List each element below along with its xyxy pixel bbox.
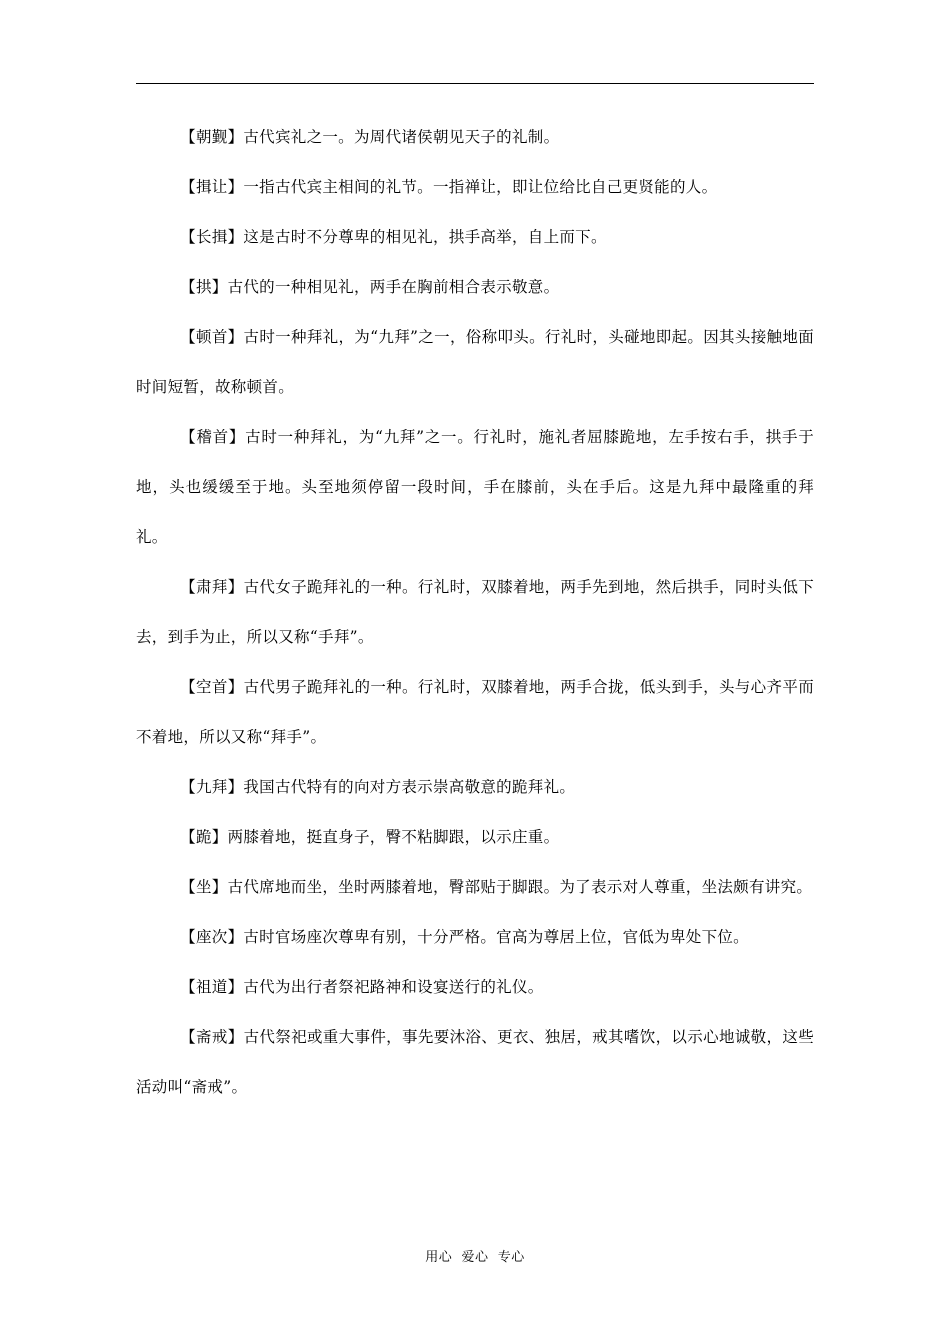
entry-text: 古时一种拜礼，为“九拜”之一。行礼时，施礼者屈膝跪地，左手按右手，拱手于地，头也缓缓至于地。头至地须停留一段时间，手在膝前，头在手后。这是九拜中最隆重的拜礼。 [136, 428, 815, 546]
entry-chaojin [136, 112, 814, 162]
entry-text: 古代女子跪拜礼的一种。行礼时，双膝着地，两手先到地，然后拱手，同时头低下去，到手为止，所以又称“手拜”。 [136, 578, 814, 646]
entry-text: 古时官场座次尊卑有别，十分严格。官高为尊居上位，官低为卑处下位。 [243, 928, 749, 946]
entry-term: 【揖让】 [180, 178, 244, 196]
entry-kongshou [136, 662, 814, 762]
entry-zuoci [136, 912, 814, 962]
page-footer: 用心 爱心 专心 [425, 1250, 525, 1265]
entry-jiubai [136, 762, 814, 812]
entry-term: 【拱】 [180, 278, 228, 296]
entry-term: 【祖道】 [180, 978, 244, 996]
entry-zuo [136, 862, 814, 912]
entry-subai [136, 562, 814, 662]
entry-text: 一指古代宾主相间的礼节。一指禅让，即让位给比自己更贤能的人。 [243, 178, 718, 196]
entry-changyi [136, 212, 814, 262]
entry-gui [136, 812, 814, 862]
header-rule [136, 83, 814, 84]
entry-term: 【跪】 [180, 828, 228, 846]
entry-term: 【肃拜】 [180, 578, 244, 596]
entry-term: 【顿首】 [180, 328, 244, 346]
entry-zudao [136, 962, 814, 1012]
entry-term: 【座次】 [180, 928, 244, 946]
entry-text: 两膝着地，挺直身子，臀不粘脚跟，以示庄重。 [227, 828, 560, 846]
entry-term: 【长揖】 [180, 228, 244, 246]
glossary-body [136, 112, 814, 1112]
entry-term: 【九拜】 [180, 778, 244, 796]
entry-text: 这是古时不分尊卑的相见礼，拱手高举，自上而下。 [243, 228, 607, 246]
entry-term: 【稽首】 [180, 428, 246, 446]
entry-text: 古代席地而坐，坐时两膝着地，臀部贴于脚跟。为了表示对人尊重，坐法颇有讲究。 [227, 878, 813, 896]
entry-zhaijie [136, 1012, 814, 1112]
entry-text: 古代的一种相见礼，两手在胸前相合表示敬意。 [227, 278, 560, 296]
entry-text: 我国古代特有的向对方表示崇高敬意的跪拜礼。 [243, 778, 576, 796]
entry-text: 古代男子跪拜礼的一种。行礼时，双膝着地，两手合拢，低头到手，头与心齐平而不着地，所以又称“拜手”。 [136, 678, 814, 746]
entry-qishou [136, 412, 814, 562]
entry-text: 古代为出行者祭祀路神和设宴送行的礼仪。 [243, 978, 544, 996]
entry-text: 古代宾礼之一。为周代诸侯朝见天子的礼制。 [243, 128, 560, 146]
entry-term: 【空首】 [180, 678, 244, 696]
entry-text: 古时一种拜礼，为“九拜”之一，俗称叩头。行礼时，头碰地即起。因其头接触地面时间短暂，故称顿首。 [136, 328, 815, 396]
entry-term: 【坐】 [180, 878, 228, 896]
entry-gong [136, 262, 814, 312]
entry-term: 【朝觐】 [180, 128, 244, 146]
entry-yirang [136, 162, 814, 212]
entry-text: 古代祭祀或重大事件，事先要沐浴、更衣、独居，戒其嗜饮，以示心地诚敬，这些活动叫“斋戒”。 [136, 1028, 814, 1096]
entry-term: 【斋戒】 [180, 1028, 244, 1046]
entry-dunshou [136, 312, 814, 412]
